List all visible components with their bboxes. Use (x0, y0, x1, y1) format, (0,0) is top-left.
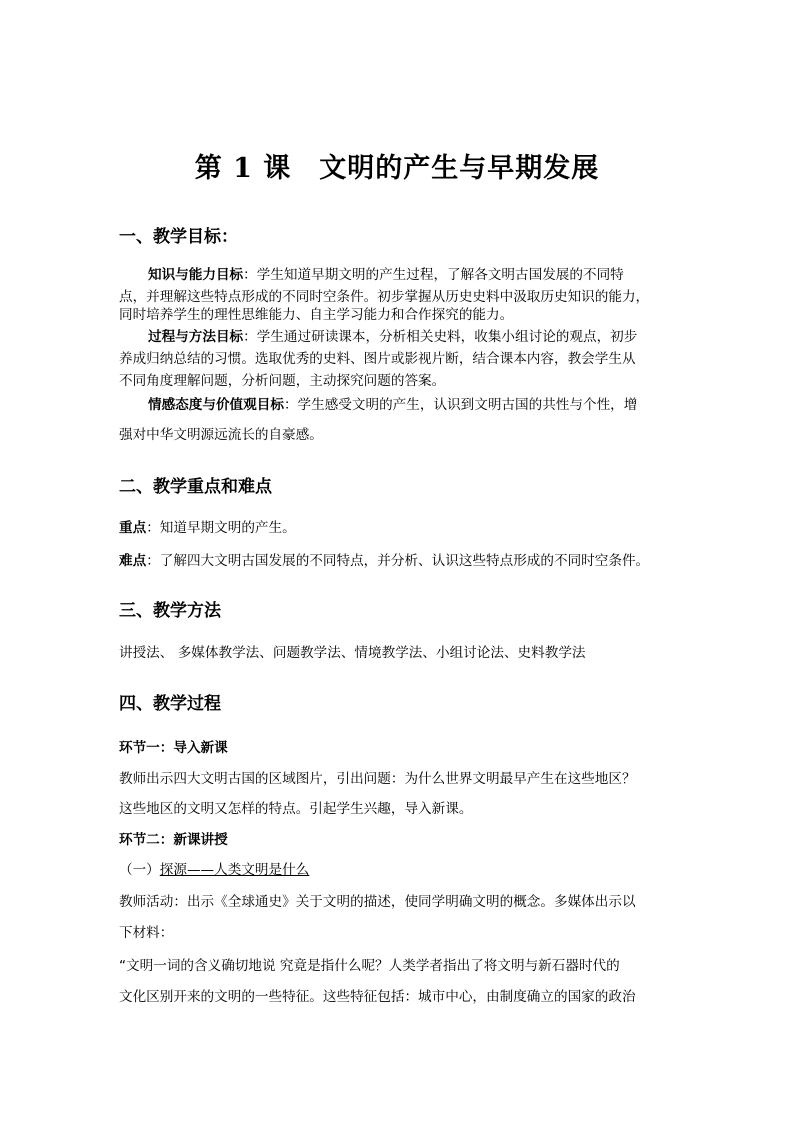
goal2-line2: 养成归纳总结的习惯。选取优秀的史料、图片或影视片断，结合课本内容，教会学生从 (119, 351, 636, 367)
goal1-text: ：学生知道早期文明的产生过程，了解各文明古国发展的不同特 (243, 267, 624, 283)
subsection-1-title: 探源——人类文明是什么 (159, 862, 310, 878)
goal2-line3: 不同角度理解问题，分析问题，主动探究问题的答案。 (119, 373, 446, 389)
goal3-line2: 强对中华文明源远流长的自豪感。 (119, 427, 323, 443)
subsection-1 (119, 859, 679, 881)
methods-text: 讲授法、 多媒体教学法、问题教学法、情境教学法、小组讨论法、史料教学法 (119, 645, 586, 661)
teacher-activity-line1: 教师活动：出示《全球通史》关于文明的描述，使同学明确文明的概念。多媒体出示以 (119, 894, 636, 910)
section-heading-methods: 三、教学方法 (119, 601, 221, 621)
key-point-text: ：知道早期文明的产生。 (146, 520, 296, 536)
goal2-label: 过程与方法目标 (148, 329, 244, 345)
goal2-text: ：学生通过研读课本，分析相关史料，收集小组讨论的观点，初步 (243, 329, 638, 345)
quote-line2: 文化区别开来的文明的一些特征。这些特征包括：城市中心，由制度确立的国家的政治 (119, 989, 636, 1005)
subsection-1-prefix: （一） (119, 862, 160, 878)
step1-line2: 这些地区的文明又怎样的特点。引起学生兴趣，导入新课。 (119, 801, 473, 817)
goal3-text: ：学生感受文明的产生，认识到文明古国的共性与个性，增 (283, 397, 638, 413)
goal2-line1 (119, 326, 679, 348)
quote-line1: “文明一词的含义确切地说 究竟是指什么呢？人类学者指出了将文明与新石器时代的 (119, 958, 620, 974)
difficult-point-label: 难点 (119, 553, 147, 569)
key-point-label: 重点 (119, 520, 147, 536)
goal1-line1 (119, 264, 679, 286)
goal3-label: 情感态度与价值观目标 (148, 397, 284, 413)
difficult-point-line (119, 550, 679, 572)
goal1-line3: 同时培养学生的理性思维能力、自主学习能力和合作探究的能力。 (119, 307, 514, 323)
teacher-activity-line2: 下材料： (119, 925, 174, 941)
lesson-title: 第 1 课 文明的产生与早期发展 (194, 153, 600, 184)
section-heading-objectives: 一、教学目标： (119, 227, 238, 247)
step1-title: 环节一：导入新课 (119, 740, 228, 756)
section-heading-key-points: 二、教学重点和难点 (119, 477, 272, 497)
goal3-line1 (119, 394, 679, 416)
step2-title: 环节二：新课讲授 (119, 832, 228, 848)
difficult-point-text: ：了解四大文明古国发展的不同特点，并分析、认识这些特点形成的不同时空条件。 (146, 553, 650, 569)
key-point-line (119, 517, 679, 539)
section-heading-process: 四、教学过程 (119, 694, 221, 714)
step1-line1: 教师出示四大文明古国的区域图片，引出问题：为什么世界文明最早产生在这些地区？ (119, 771, 636, 787)
goal1-line2: 点，并理解这些特点形成的不同时空条件。初步掌握从历史史料中汲取历史知识的能力， (119, 289, 650, 305)
goal1-label: 知识与能力目标 (148, 267, 244, 283)
